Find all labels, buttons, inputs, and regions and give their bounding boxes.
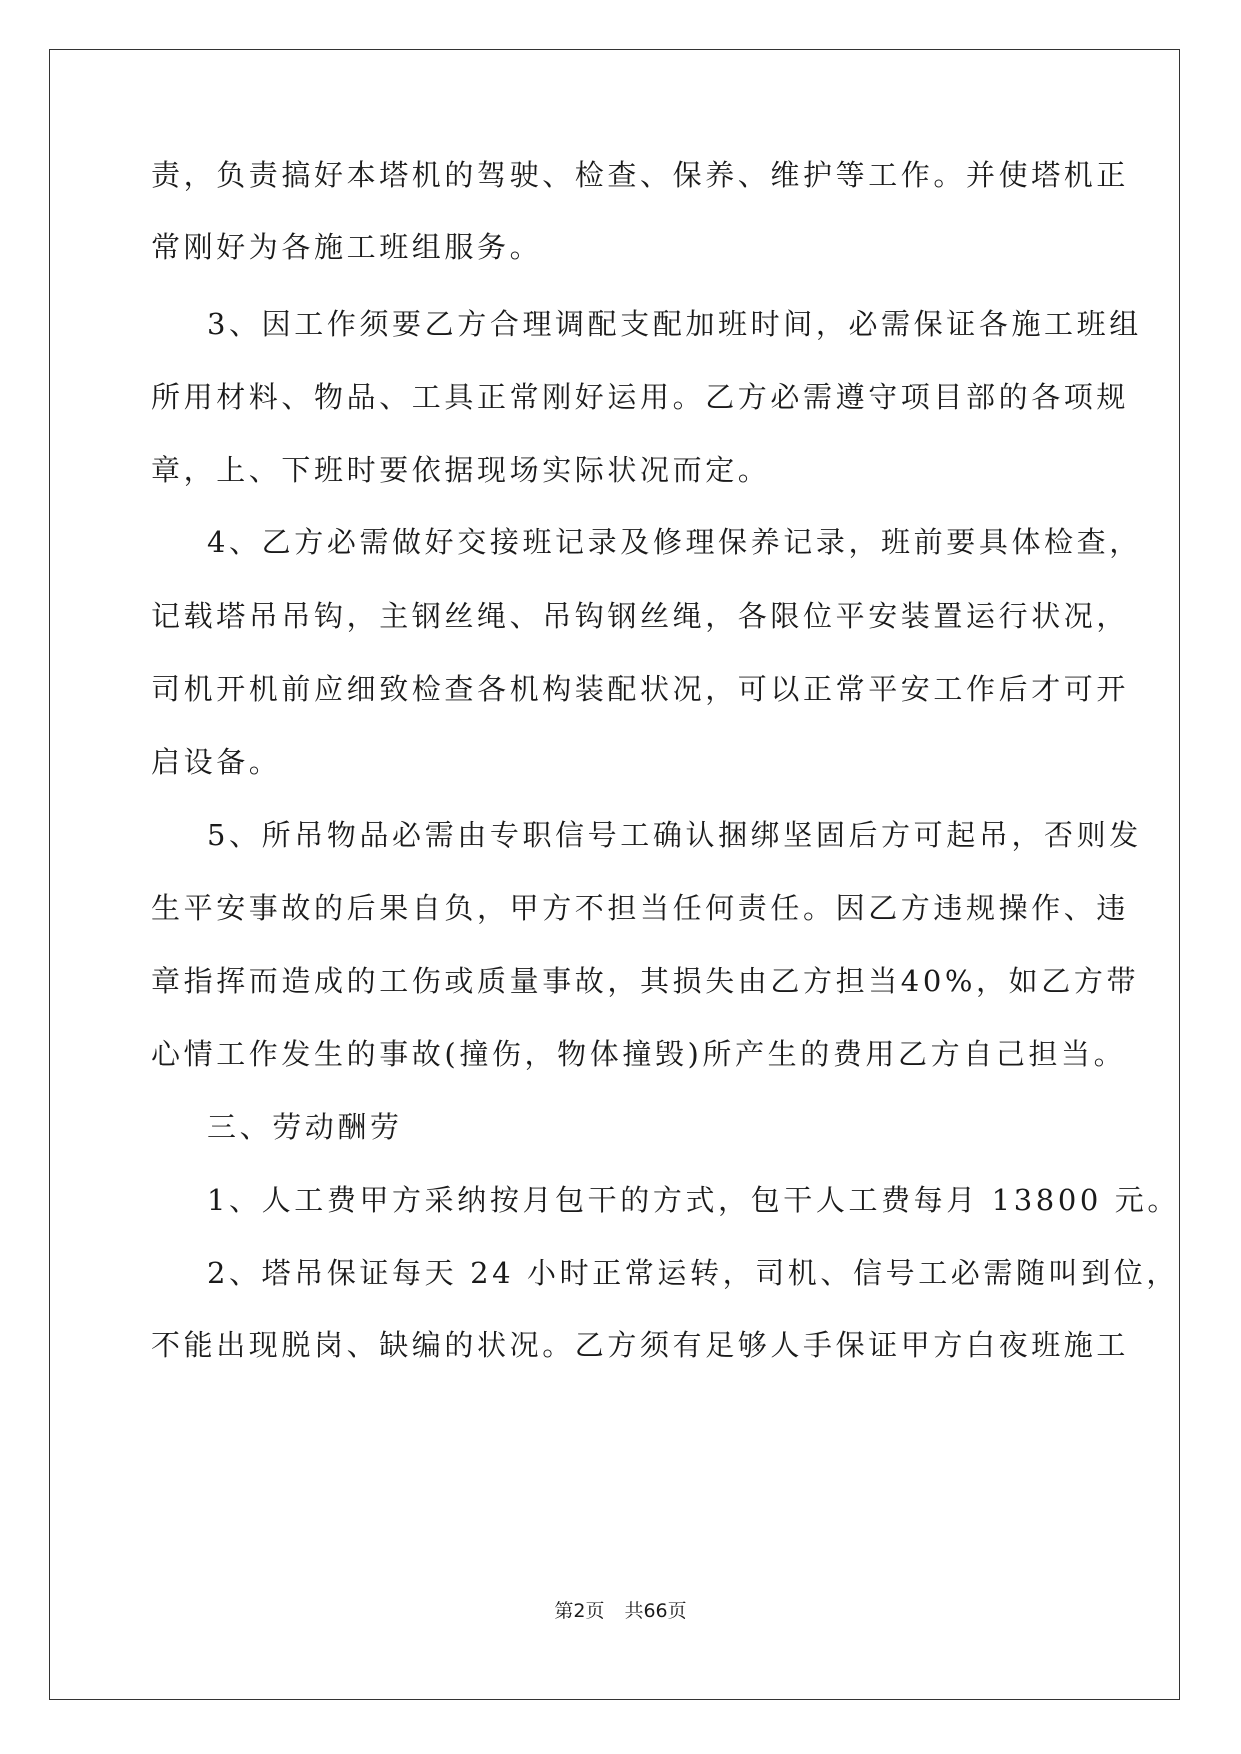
paragraph-3-line: 3、因工作须要乙方合理调配支配加班时间，必需保证各施工班组 <box>207 307 1142 341</box>
text-line: 司机开机前应细致检查各机构装配状况，可以正常平安工作后才可开 <box>151 672 1130 706</box>
text-line: 责，负责搞好本塔机的驾驶、检查、保养、维护等工作。并使塔机正 <box>151 158 1130 192</box>
page-number: 第2页 <box>554 1600 605 1622</box>
text-line: 章指挥而造成的工伤或质量事故，其损失由乙方担当40%，如乙方带 <box>151 964 1140 998</box>
paragraph-1-line: 1、人工费甲方采纳按月包干的方式，包干人工费每月 13800 元。 <box>207 1183 1180 1217</box>
page-total: 共66页 <box>624 1600 687 1622</box>
paragraph-4-line: 4、乙方必需做好交接班记录及修理保养记录，班前要具体检查， <box>207 525 1142 559</box>
text-line: 生平安事故的后果自负，甲方不担当任何责任。因乙方违规操作、违 <box>151 891 1130 925</box>
section-heading: 三、劳动酬劳 <box>207 1110 403 1144</box>
paragraph-5-line: 5、所吊物品必需由专职信号工确认捆绑坚固后方可起吊，否则发 <box>207 818 1142 852</box>
text-line: 常刚好为各施工班组服务。 <box>151 230 543 264</box>
page-border <box>49 49 1180 1700</box>
text-line: 所用材料、物品、工具正常刚好运用。乙方必需遵守项目部的各项规 <box>151 380 1130 414</box>
text-line: 心情工作发生的事故(撞伤，物体撞毁)所产生的费用乙方自己担当。 <box>151 1037 1127 1071</box>
text-line: 记载塔吊吊钩，主钢丝绳、吊钩钢丝绳，各限位平安装置运行状况， <box>151 599 1130 633</box>
text-line: 不能出现脱岗、缺编的状况。乙方须有足够人手保证甲方白夜班施工 <box>151 1328 1130 1362</box>
text-line: 启设备。 <box>151 745 282 779</box>
paragraph-2-line: 2、塔吊保证每天 24 小时正常运转，司机、信号工必需随叫到位， <box>207 1256 1179 1290</box>
page-footer <box>0 1599 1241 1623</box>
text-line: 章，上、下班时要依据现场实际状况而定。 <box>151 453 771 487</box>
